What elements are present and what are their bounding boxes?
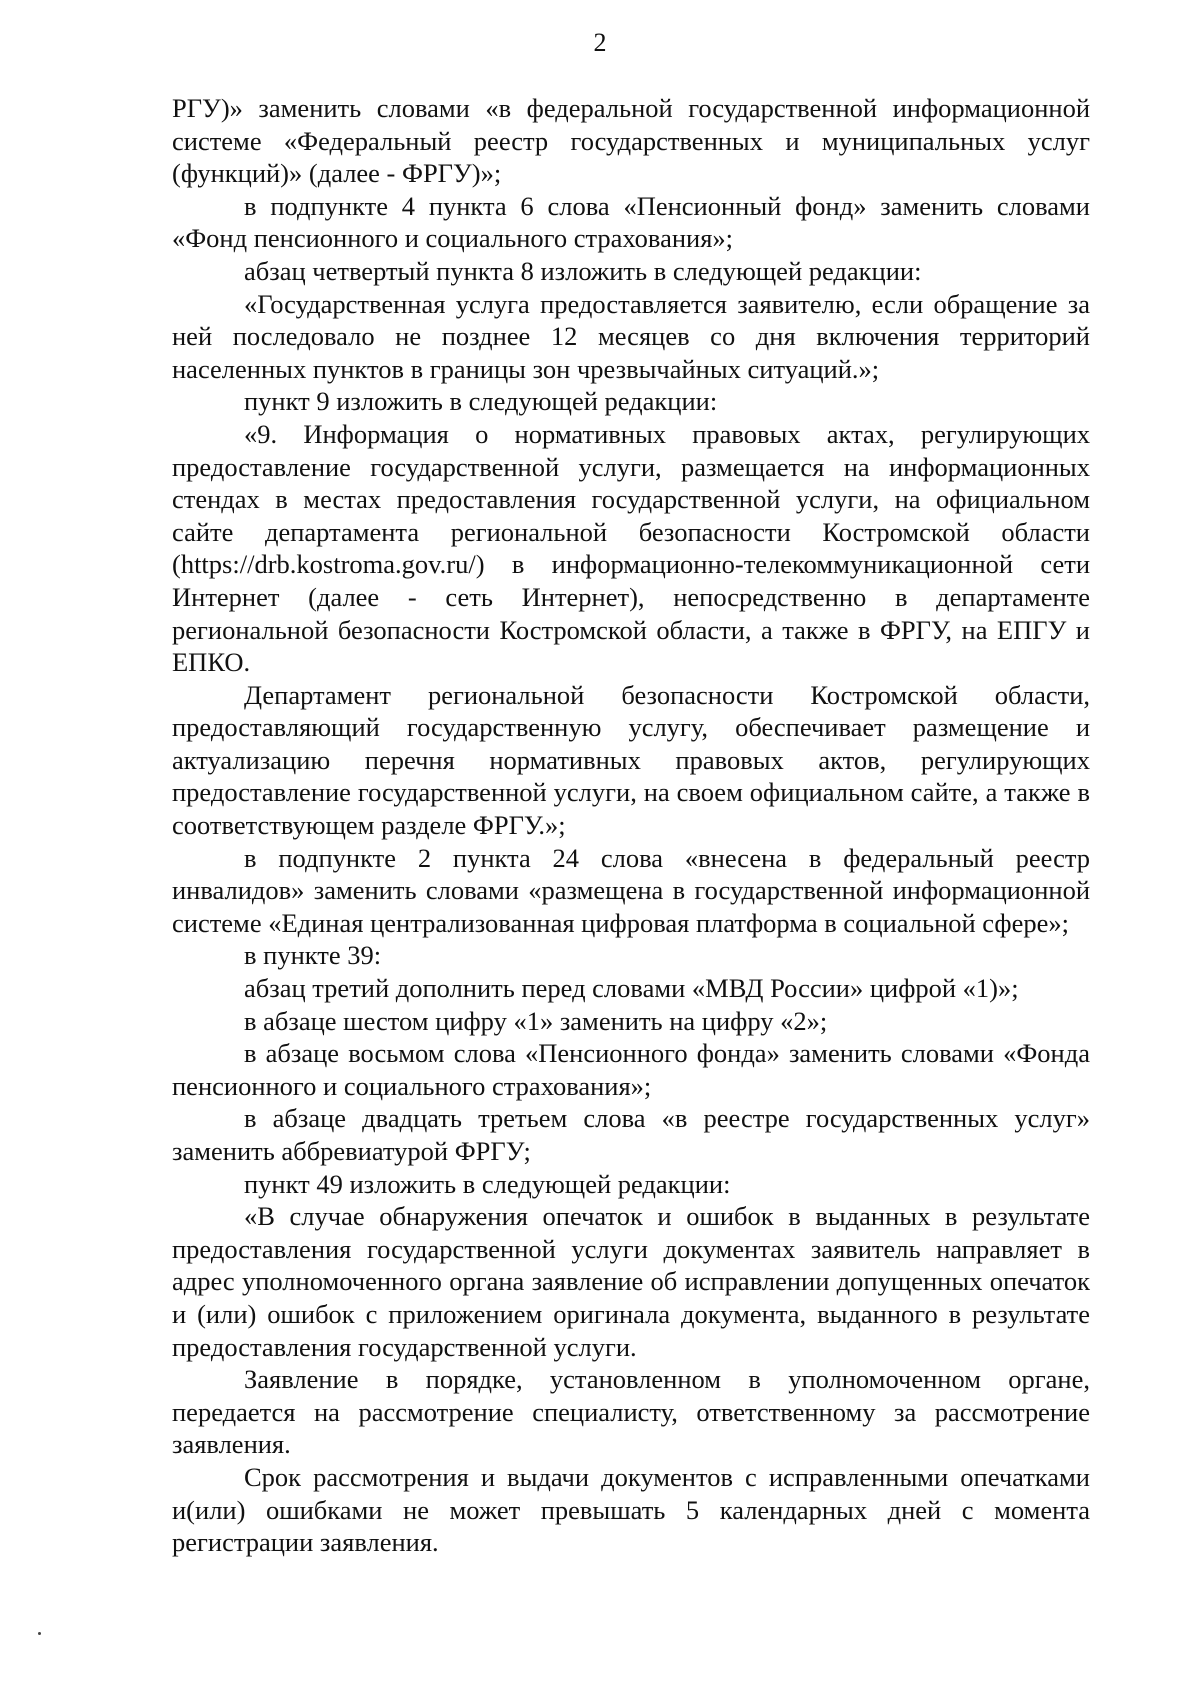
paragraph: пункт 9 изложить в следующей редакции: [244,386,718,417]
document-body [172,92,1090,1559]
paragraph: в абзаце восьмом слова «Пенсионного фонда» заменить словами «Фонда пенсионного и социального страхования»; [172,1038,1090,1101]
paragraph: «В случае обнаружения опечаток и ошибок в выданных в результате предоставления государственной услуги документах заявитель направляет в адрес уполномоченного органа заявление об исправлении допущенных опечаток и (или) ошибок с приложением оригинала документа, выданного в результате предоставления государственной услуги. [172,1201,1090,1362]
paragraph: Заявление в порядке, установленном в уполномоченном органе, передается на рассмотрение специалисту, ответственному за рассмотрение заявления. [172,1364,1090,1460]
paragraph: РГУ)» заменить словами «в федеральной государственной информационной системе «Федеральный реестр государственных и муниципальных услуг (функций)» (далее - ФРГУ)»; [172,93,1090,189]
paragraph: пункт 49 изложить в следующей редакции: [244,1168,731,1199]
scan-speck [38,1632,41,1635]
page-number: 2 [593,28,607,57]
paragraph: в абзаце шестом цифру «1» заменить на цифру «2»; [244,1005,828,1036]
paragraph: Срок рассмотрения и выдачи документов с исправленными опечатками и(или) ошибками не может превышать 5 календарных дней с момента регистрации заявления. [172,1461,1090,1558]
paragraph: «9. Информация о нормативных правовых актах, регулирующих предоставление государственной услуги, размещается на информационных стендах в местах предоставления государственной услуги, на официальном сайте департамента региональной безопасности Костромской области (https://drb.kostroma.gov.ru/) в информационно-телекоммуникационной сети Интернет (далее - сеть Интернет), непосредственно в департаменте региональной безопасности Костромской области, а также в ФРГУ, на ЕПГУ и ЕПКО. [172,418,1090,678]
paragraph: «Государственная услуга предоставляется заявителю, если обращение за ней последовало не позднее 12 месяцев со дня включения территорий населенных пунктов в границы зон чрезвычайных ситуаций.»; [172,288,1090,384]
paragraph: в абзаце двадцать третьем слова «в реестре государственных услуг» заменить аббревиатурой ФРГУ; [172,1103,1090,1166]
paragraph: абзац третий дополнить перед словами «МВД России» цифрой «1)»; [244,973,1019,1004]
paragraph: Департамент региональной безопасности Костромской области, предоставляющий государственную услугу, обеспечивает размещение и актуализацию перечня нормативных правовых актов, регулирующих предоставление государственной услуги, на своем официальном сайте, а также в соответствующем разделе ФРГУ.»; [172,679,1090,841]
paragraph: в подпункте 2 пункта 24 слова «внесена в федеральный реестр инвалидов» заменить словами «размещена в государственной информационной системе «Единая централизованная цифровая платформа в социальной сфере»; [172,842,1090,938]
paragraph: в подпункте 4 пункта 6 слова «Пенсионный фонд» заменить словами «Фонд пенсионного и социального страхования»; [172,190,1090,254]
paragraph: абзац четвертый пункта 8 изложить в следующей редакции: [244,255,922,286]
paragraph: в пункте 39: [244,940,382,971]
